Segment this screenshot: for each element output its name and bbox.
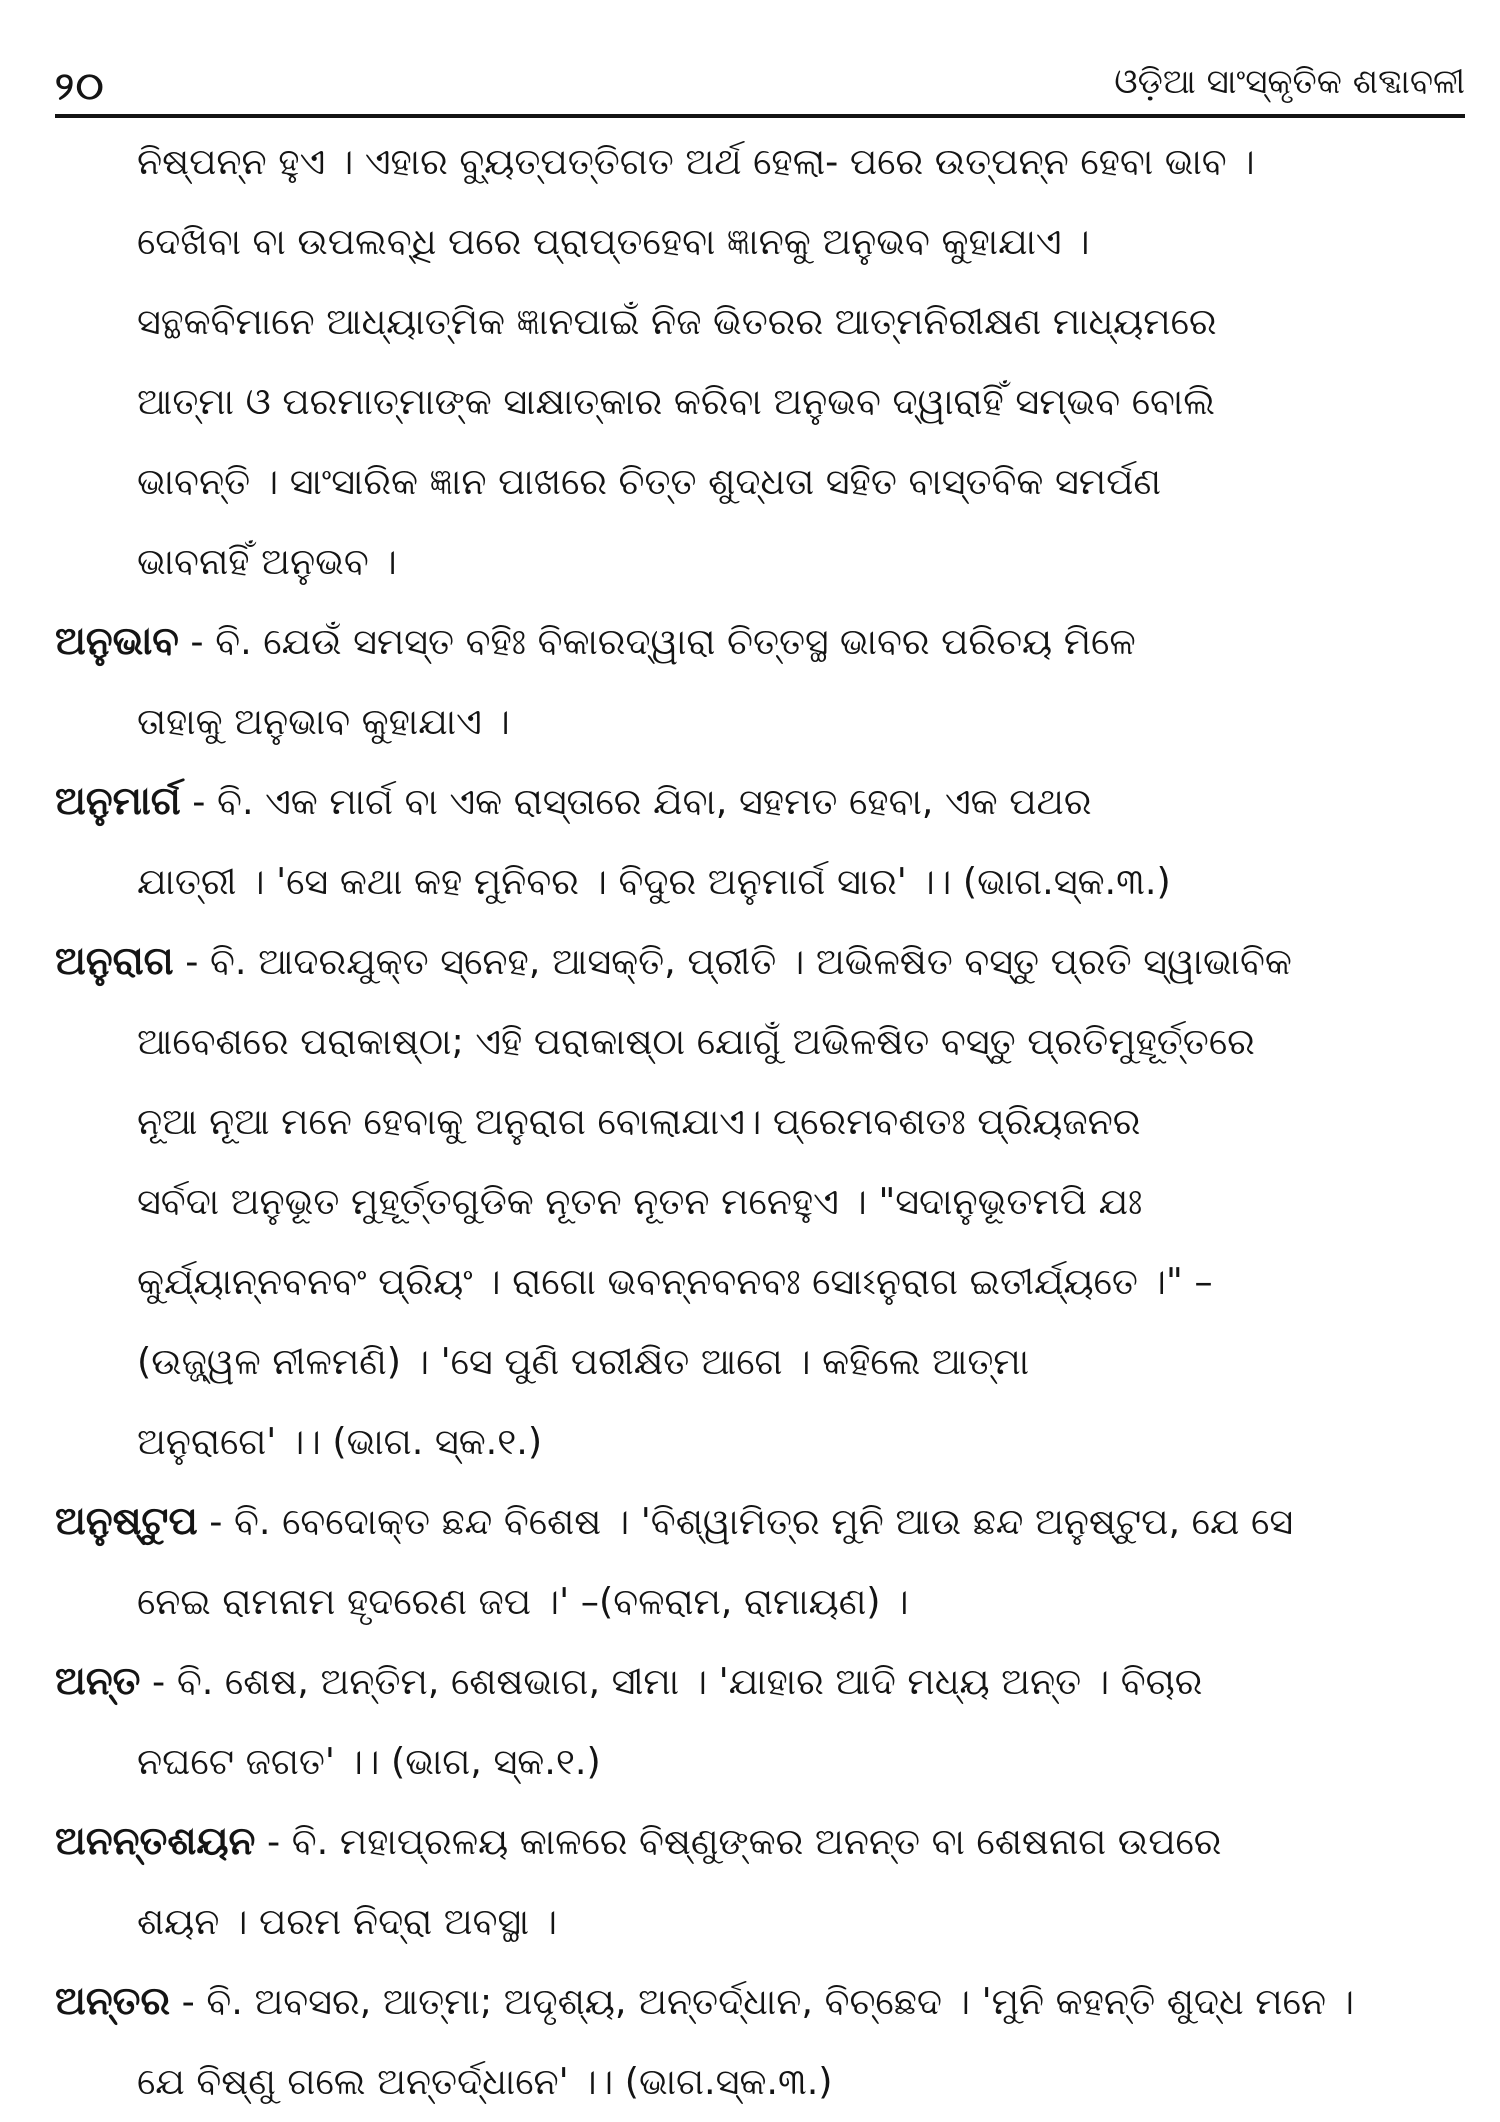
entry-continuation: (ଉଜ୍ଜ୍ୱଳ ନୀଳମଣି) । 'ସେ ପୁଣି ପରୀକ୍ଷିତ ଆଗେ । କହିଲେ ଆତ୍ମା xyxy=(137,1340,1030,1383)
page-number: ୨୦ xyxy=(55,64,106,108)
entry-headword: ଅନନ୍ତଶୟନ xyxy=(55,1819,256,1864)
entry-continuation: ଯାତ୍ରୀ । 'ସେ କଥା କହ ମୁନିବର । ବିଦୁର ଅନୁମାର୍ଗ ସାର' ।। (ଭାଗ.ସ୍କ.୩.) xyxy=(137,860,1171,903)
entry-continuation: ନୂଆ ନୂଆ ମନେ ହେବାକୁ ଅନୁରାଗ ବୋଲାଯାଏ। ପ୍ରେମବଶତଃ ପ୍ରିୟଜନର xyxy=(137,1100,1141,1143)
entry-first-line xyxy=(55,1802,1465,1882)
entry-first-line xyxy=(55,602,1465,682)
entry-continuation: ନେଇ ରାମନାମ ହୃଦରେଣ ଜପ ।' –(ବଳରାମ, ରାମାୟଣ) । xyxy=(137,1580,909,1623)
entry-headword: ଅନ୍ତ xyxy=(55,1659,141,1704)
running-title: ଓଡ଼ିଆ ସାଂସ୍କୃତିକ ଶବ୍ଦାବଳୀ xyxy=(1114,62,1465,102)
intro-line: ଭାବନାହିଁ ଅନୁଭବ । xyxy=(137,540,397,583)
entry-continuation: ସର୍ବଦା ଅନୁଭୂତ ମୁହୂର୍ତ୍ତଗୁଡିକ ନୂତନ ନୂତନ ମନେହୁଏ । "ସଦାନୁଭୂତମପି ଯଃ xyxy=(137,1180,1143,1223)
page-header xyxy=(55,50,1465,114)
entry-definition: - ବି. ଶେଷ, ଅନ୍ତିମ, ଶେଷଭାଗ, ସୀମା । 'ଯାହାର ଆଦି ମଧ୍ୟ ଅନ୍ତ । ବିଚାର xyxy=(140,1660,1203,1703)
header-rule xyxy=(55,114,1465,118)
entry-headword: ଅନୁରାଗ xyxy=(55,939,174,984)
entry-definition: - ବି. ଅବସର, ଆତ୍ମା; ଅଦୃଶ୍ୟ, ଅନ୍ତର୍ଦ୍ଧାନ, ବିଚ୍ଛେଦ । 'ମୁନି କହନ୍ତି ଶୁଦ୍ଧ ମନେ । xyxy=(170,1980,1355,2023)
entry-definition: - ବି. ଏକ ମାର୍ଗ ବା ଏକ ରାସ୍ତାରେ ଯିବା, ସହମତ ହେବା, ଏକ ପଥର xyxy=(180,780,1092,823)
entry-continuation: କୁର୍ଯ୍ୟାନ୍ନବନବଂ ପ୍ରିୟଂ । ରାଗୋ ଭବନ୍ନବନବଃ ସୋଽନୁରାଗ ଇତୀର୍ଯ୍ୟତେ ।" – xyxy=(137,1260,1213,1303)
entry-continuation: ଅନୁରାଗେ' ।। (ଭାଗ. ସ୍କ.୧.) xyxy=(137,1420,543,1463)
intro-line: ସନ୍ଥକବିମାନେ ଆଧ୍ୟାତ୍ମିକ ଜ୍ଞାନପାଇଁ ନିଜ ଭିତରର ଆତ୍ମନିରୀକ୍ଷଣ ମାଧ୍ୟମରେ xyxy=(137,300,1217,343)
entry-continuation: ଆବେଶରେ ପରାକାଷ୍ଠା; ଏହି ପରାକାଷ୍ଠା ଯୋଗୁଁ ଅଭିଳଷିତ ବସ୍ତୁ ପ୍ରତିମୁହୂର୍ତ୍ତରେ xyxy=(137,1020,1255,1063)
entry-headword: ଅନୁଭାବ xyxy=(55,619,179,664)
page-content xyxy=(55,122,1465,2122)
entry-definition: - ବି. ମହାପ୍ରଳୟ କାଳରେ ବିଷ୍ଣୁଙ୍କର ଅନନ୍ତ ବା ଶେଷନାଗ ଉପରେ xyxy=(255,1820,1222,1863)
entry-headword: ଅନୁଷ୍ଟୁପ xyxy=(55,1499,198,1544)
entry-first-line xyxy=(55,762,1465,842)
intro-line: ଆତ୍ମା ଓ ପରମାତ୍ମାଙ୍କ ସାକ୍ଷାତ୍କାର କରିବା ଅନୁଭବ ଦ୍ୱାରାହିଁ ସମ୍ଭବ ବୋଲି xyxy=(137,380,1215,423)
entry-definition: - ବି. ଆଦରଯୁକ୍ତ ସ୍ନେହ, ଆସକ୍ତି, ପ୍ରୀତି । ଅଭିଳଷିତ ବସ୍ତୁ ପ୍ରତି ସ୍ୱାଭାବିକ xyxy=(173,940,1292,983)
entry-continuation: ଶୟନ । ପରମ ନିଦ୍ରା ଅବସ୍ଥା । xyxy=(137,1900,558,1943)
entry-continuation: ନଘଟେ ଜଗତ' ।। (ଭାଗ, ସ୍କ.୧.) xyxy=(137,1740,601,1783)
entry-definition: - ବି. ଯେଉଁ ସମସ୍ତ ବହିଃ ବିକାରଦ୍ୱାରା ଚିତ୍ତସ୍ଥ ଭାବର ପରିଚୟ ମିଳେ xyxy=(178,620,1136,663)
entry-continuation: ଯେ ବିଷ୍ଣୁ ଗଲେ ଅନ୍ତର୍ଦ୍ଧାନେ' ।। (ଭାଗ.ସ୍କ.୩.) xyxy=(137,2060,833,2103)
entry-first-line xyxy=(55,922,1465,1002)
intro-line: ନିଷ୍ପନ୍ନ ହୁଏ । ଏହାର ବ୍ୟୁତ୍ପତ୍ତିଗତ ଅର୍ଥ ହେଲା- ପରେ ଉତ୍ପନ୍ନ ହେବା ଭାବ । xyxy=(137,140,1255,183)
entry-first-line xyxy=(55,1642,1465,1722)
entry-first-line xyxy=(55,1962,1465,2042)
entry-definition: - ବି. ବେଦୋକ୍ତ ଛନ୍ଦ ବିଶେଷ । 'ବିଶ୍ୱାମିତ୍ର ମୁନି ଆଉ ଛନ୍ଦ ଅନୁଷ୍ଟୁପ, ଯେ ସେ xyxy=(197,1500,1294,1543)
entry-first-line xyxy=(55,1482,1465,1562)
intro-line: ଦେଖିବା ବା ଉପଲବ୍ଧି ପରେ ପ୍ରାପ୍ତହେବା ଜ୍ଞାନକୁ ଅନୁଭବ କୁହାଯାଏ । xyxy=(137,220,1090,263)
entry-continuation: ତାହାକୁ ଅନୁଭାବ କୁହାଯାଏ । xyxy=(137,700,510,743)
intro-line: ଭାବନ୍ତି । ସାଂସାରିକ ଜ୍ଞାନ ପାଖରେ ଚିତ୍ତ ଶୁଦ୍ଧତା ସହିତ ବାସ୍ତବିକ ସମର୍ପଣ xyxy=(137,460,1161,503)
entry-headword: ଅନ୍ତର xyxy=(55,1979,171,2024)
entry-headword: ଅନୁମାର୍ଗ xyxy=(55,779,181,824)
